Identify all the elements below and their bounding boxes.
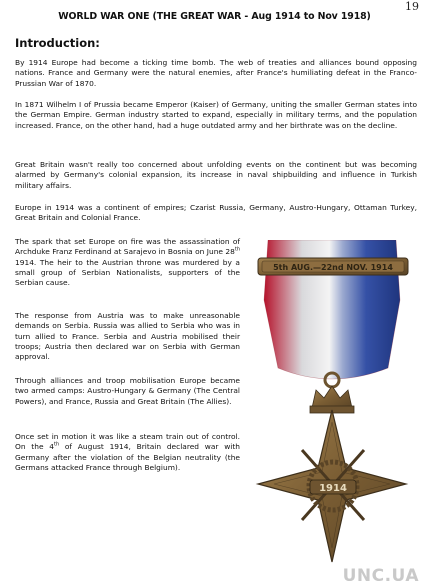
page-title: WORLD WAR ONE (THE GREAT WAR - Aug 1914 to Nov 1918) xyxy=(58,11,371,22)
paragraph-declaration-text-a: Once set in motion it was like a steam train out of control. On the 4 xyxy=(15,432,240,452)
paragraph-spark-text-b: 1914. The heir to the Austrian throne was murdered by a small group of Serbian Nationalists, supporters of the Serbian cause. xyxy=(15,257,240,288)
paragraph-declaration-text-b: of August 1914, Britain declared war with Germany after the violation of the Belgian neutrality (the Germans attacked France through Belgium). xyxy=(15,442,240,472)
paragraph-alliances: Through alliances and troop mobilisation Europe became two armed camps: Austro-Hungary & Germany (The Central Powers), and France, Russia and Great Britain (The Allies). xyxy=(15,376,240,406)
date-bar xyxy=(258,258,408,275)
paragraph-4: Europe in 1914 was a continent of empires; Czarist Russia, Germany, Austro-Hungary, Ottaman Turkey, Great Britain and Colonial France. xyxy=(15,203,417,223)
paragraph-2: In 1871 Wilhelm I of Prussia became Emperor (Kaiser) of Germany, uniting the smaller German states into the German Empire. German industry started to expand, especially in military terms, and the population increased. France, on the other hand, had a huge outdated army and her birthrate was on the decline. xyxy=(15,100,417,130)
star xyxy=(258,410,406,562)
paragraph-3: Great Britain wasn't really too concerned about unfolding events on the continent but was becoming alarmed by Germany's colonial expansion, its increase in naval shipbuilding and influence in Turkish military affairs. xyxy=(15,160,417,190)
crown xyxy=(310,386,354,413)
paragraph-response: The response from Austria was to make unreasonable demands on Serbia. Russia was allied to Serbia who was in turn allied to France. Serbia and Austria mobilised their troops; Austria then declared war on Serbia with German approval. xyxy=(15,311,240,362)
paragraph-declaration-sup: th xyxy=(54,441,60,448)
watermark: UNC.UA xyxy=(342,566,419,586)
paragraph-spark xyxy=(15,237,240,288)
medal-image xyxy=(250,240,415,570)
paragraph-1: By 1914 Europe had become a ticking time bomb. The web of treaties and alliances bound opposing nations. France and Germany were the natural enemies, after France's humiliating defeat in the Franco-Prussian War of 1870. xyxy=(15,58,417,88)
paragraph-spark-text-a: The spark that set Europe on fire was the assassination of Archduke Franz Ferdinand at Sarajevo in Bosnia on June 28 xyxy=(15,237,240,257)
paragraph-spark-sup: th xyxy=(234,246,240,253)
page-number: 19 xyxy=(405,0,419,13)
section-heading: Introduction: xyxy=(15,36,100,50)
medal-center-text: 1914 xyxy=(319,483,347,494)
date-bar-text: 5th AUG.—22nd NOV. 1914 xyxy=(273,263,393,272)
paragraph-declaration xyxy=(15,432,240,473)
